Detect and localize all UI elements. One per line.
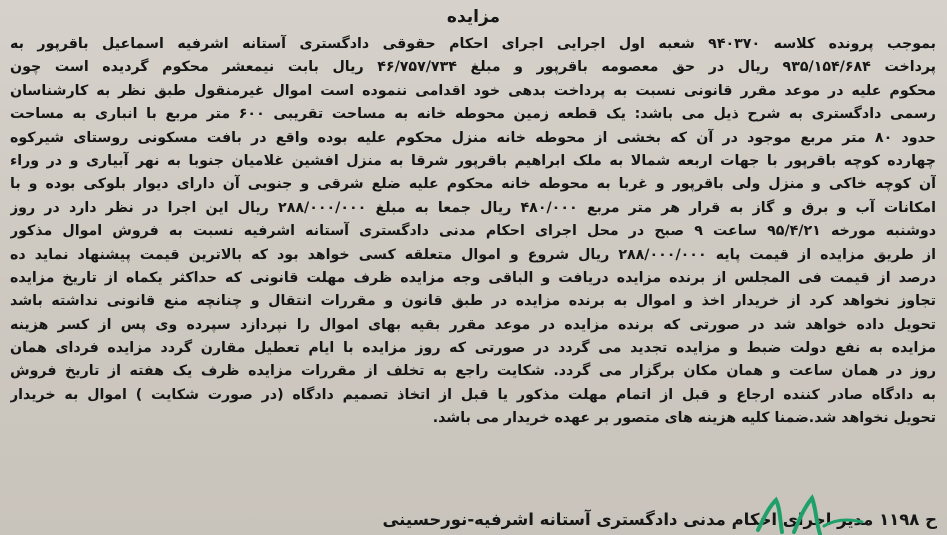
- ink-stroke: [758, 500, 782, 532]
- notice-line: چهارده کوچه باقرپور با جهات اربعه شمالا به ملک ابراهیم باقرپور شرقا به منزل افشین غلامیان جنوبا به نهر آبیاری و در وراء: [10, 152, 936, 169]
- notice-line: رسمی دادگستری به شرح ذیل می باشد: یک قطعه زمین محوطه خانه به مساحت تقریبی ۶۰۰ متر مربع با انباری به مساحت: [10, 106, 936, 123]
- ink-stroke: [794, 498, 820, 534]
- notice-line: امکانات آب و برق و گاز به قرار هر متر مربع ۴۸۰/۰۰۰ ریال جمعا به مبلغ ۲۸۸/۰۰۰/۰۰۰ ریال این اجرا در نظر دارد در روز: [10, 199, 936, 216]
- notice-line: حدود ۸۰ متر مربع موجود در آن که بخشی از محوطه خانه منزل محکوم علیه بوده واقع در بافت مسکونی روستای شیرکوه: [10, 129, 936, 146]
- notice-line: روز در همان ساعت و همان مکان برگزار می گردد. شکایت راجع به تخلف از مقررات مزایده ظرف یک هفته از تاریخ فروش: [10, 363, 936, 380]
- notice-line: تجاوز نخواهد کرد از خریدار اخذ و اموال به برنده مزایده در طبق قانون و مقررات انتقال و چنانچه منع قانونی نداشته باشد: [10, 293, 936, 310]
- notice-body: [10, 33, 936, 431]
- notice-signature: ح ۱۱۹۸ مدیر اجرای احکام مدنی دادگستری آستانه اشرفیه-نورحسینی: [382, 510, 937, 529]
- notice-title: مزایده: [446, 7, 501, 27]
- notice-line: درصد از قیمت فی المجلس از برنده مزایده دریافت و الباقی وجه مزایده ظرف مهلت قانونی که حداکثر یکماه از تاریخ مزایده: [10, 269, 936, 286]
- notice-line: تحویل داده خواهد شد در صورتی که برنده مزایده در موعد مقرر بقیه بهای اموال را نپردازد سپرده وی پس از کسر هزینه: [10, 316, 936, 333]
- notice-line: پرداخت ۹۳۵/۱۵۴/۶۸۴ ریال در حق معصومه باقرپور و مبلغ ۴۶/۷۵۷/۷۳۴ ریال بابت نیمعشر محکوم گردیده است چون: [10, 59, 936, 76]
- notice-line: تحویل نخواهد شد.ضمنا کلیه هزینه های متصور بر عهده خریدار می باشد.: [432, 410, 936, 427]
- notice-line: از طریق مزایده از قیمت پایه ۲۸۸/۰۰۰/۰۰۰ ریال شروع و اموال متعلقه کسی خواهد بود که بالاترین قیمت پیشنهاد نماید ده: [10, 246, 936, 263]
- handwritten-ink-mark: [750, 478, 870, 535]
- ink-stroke: [824, 520, 862, 526]
- notice-line: مزایده به نفع دولت ضبط و مزایده تجدید می گردد در صورتی که روز مزایده با ایام تعطیل مقارن گردد مزایده فردای همان: [10, 340, 936, 357]
- notice-line: آن کوچه خاکی و منزل ولی باقرپور و غربا به محوطه خانه محکوم علیه ضلع شرقی و جنوبی آن دارای دیوار بلوکی بوده و با: [10, 176, 936, 193]
- notice-line: دوشنبه مورخه ۹۵/۴/۲۱ ساعت ۹ صبح در محل اجرای احکام مدنی دادگستری آستانه اشرفیه نسبت به فروش اموال مذکور: [10, 223, 936, 240]
- notice-line: محکوم علیه در موعد مقرر قانونی نسبت به پرداخت بدهی خود اقدامی ننموده است اموال غیرمنقول طبق نظر به کارشناسان: [10, 82, 936, 99]
- notice-line: به دادگاه صادر کننده ارجاع و قبل از اتمام مهلت مذکور یا قبل از اتخاذ تصمیم دادگاه (در صورت شکایت ) اموال به خریدار: [10, 386, 936, 403]
- notice-line: بموجب پرونده کلاسه ۹۴۰۳۷۰ شعبه اول اجرایی اجرای احکام حقوقی دادگستری آستانه اشرفیه اسماعیل باقرپور به: [10, 36, 936, 52]
